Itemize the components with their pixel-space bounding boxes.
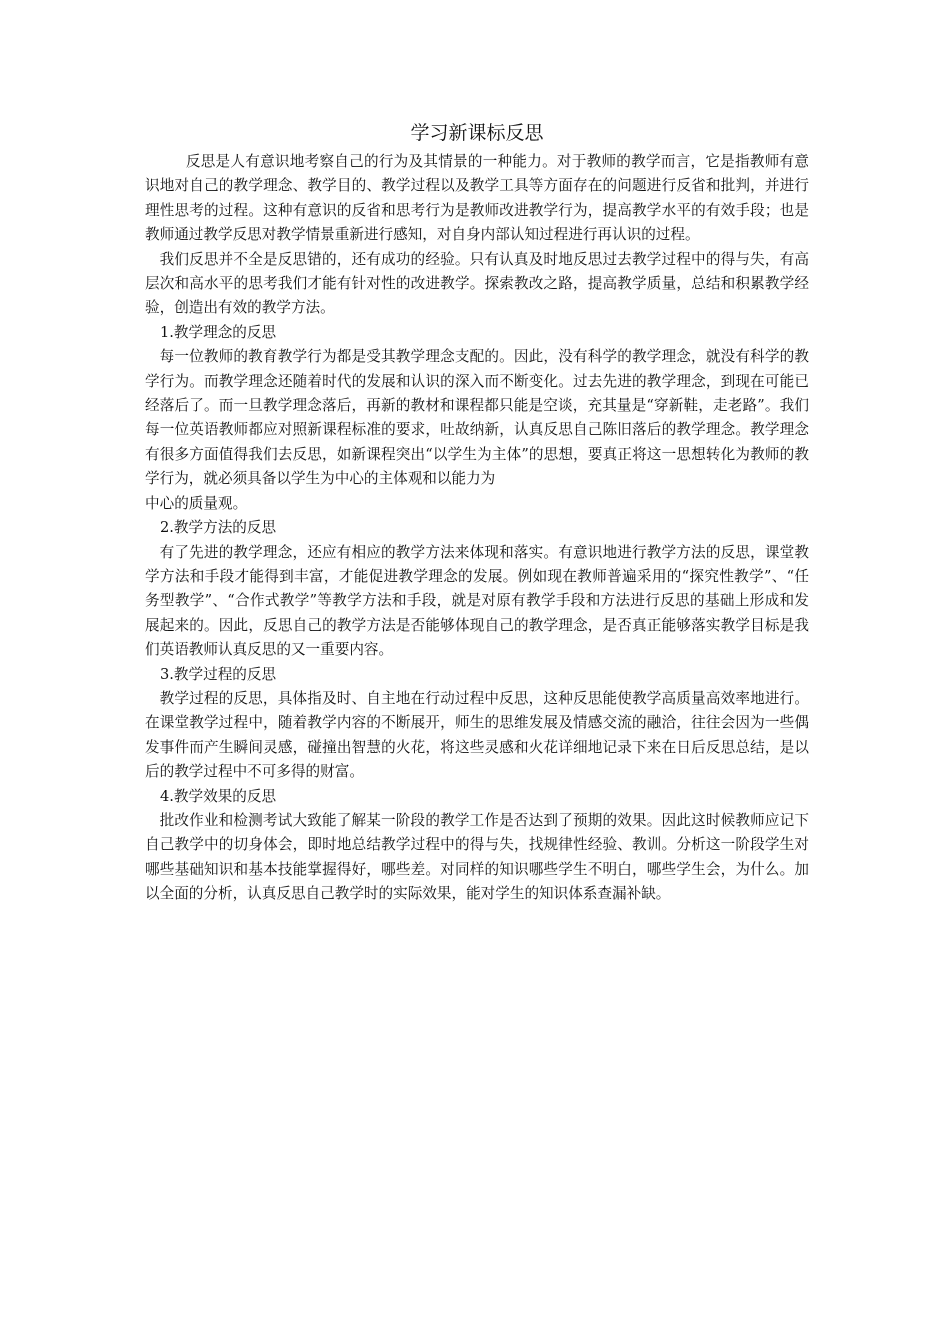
section-3-heading: 3.教学过程的反思: [160, 665, 277, 683]
document-page: [145, 118, 809, 907]
section-4-body: 批改作业和检测考试大致能了解某一阶段的教学工作是否达到了预期的效果。因此这时候教师应记下自己教学中的切身体会，即时地总结教学过程中的得与失，找规律性经验、教训。分析这一阶段学生对哪些基础知识和基本技能掌握得好，哪些差。对同样的知识哪些学生不明白，哪些学生会，为什么。加以全面的分析，认真反思自己教学时的实际效果，能对学生的知识体系查漏补缺。: [145, 811, 809, 903]
intro-paragraph: 反思是人有意识地考察自己的行为及其情景的一种能力。对于教师的教学而言，它是指教师有意识地对自己的教学理念、教学目的、教学过程以及教学工具等方面存在的问题进行反省和批判，并进行理性思考的过程。这种有意识的反省和思考行为是教师改进教学行为，提高教学水平的有效手段；也是教师通过教学反思对教学情景重新进行感知，对自身内部认知过程进行再认识的过程。: [145, 153, 809, 244]
section-1-body: 每一位教师的教育教学行为都是受其教学理念支配的。因此，没有科学的教学理念，就没有科学的教学行为。而教学理念还随着时代的发展和认识的深入而不断变化。过去先进的教学理念，到现在可能已经落后了。而一旦教学理念落后，再新的教材和课程都只能是空谈，充其量是“穿新鞋，走老路”。我们每一位英语教师都应对照新课程标准的要求，吐故纳新，认真反思自己陈旧落后的教学理念。教学理念有很多方面值得我们去反思，如新课程突出“以学生为主体”的思想，要真正将这一思想转化为教师的教学行为，就必须具备以学生为中心的主体观和以能力为: [145, 348, 809, 488]
section-2-heading: 2.教学方法的反思: [160, 519, 277, 537]
section-2-body: 有了先进的教学理念，还应有相应的教学方法来体现和落实。有意识地进行教学方法的反思，课堂教学方法和手段才能得到丰富，才能促进教学理念的发展。例如现在教师普遍采用的“探究性教学”、“任务型教学”、“合作式教学”等教学方法和手段，就是对原有教学手段和方法进行反思的基础上形成和发展起来的。因此，反思自己的教学方法是否能够体现自己的教学理念，是否真正能够落实教学目标是我们英语教师认真反思的又一重要内容。: [145, 543, 809, 659]
paragraph-2: 我们反思并不全是反思错的，还有成功的经验。只有认真及时地反思过去教学过程中的得与失，有高层次和高水平的思考我们才能有针对性的改进教学。探索教改之路，提高教学质量，总结和积累教学经验，创造出有效的教学方法。: [145, 250, 809, 317]
section-3-body: 教学过程的反思，具体指及时、自主地在行动过程中反思，这种反思能使教学高质量高效率地进行。在课堂教学过程中，随着教学内容的不断展开，师生的思维发展及情感交流的融洽，往往会因为一些偶发事件而产生瞬间灵感，碰撞出智慧的火花，将这些灵感和火花详细地记录下来在日后反思总结，是以后的教学过程中不可多得的财富。: [145, 689, 809, 781]
document-title: 学习新课标反思: [410, 122, 544, 144]
section-1-heading: 1.教学理念的反思: [160, 323, 277, 341]
section-4-heading: 4.教学效果的反思: [160, 787, 277, 805]
section-1-tail: 中心的质量观。: [145, 494, 248, 512]
